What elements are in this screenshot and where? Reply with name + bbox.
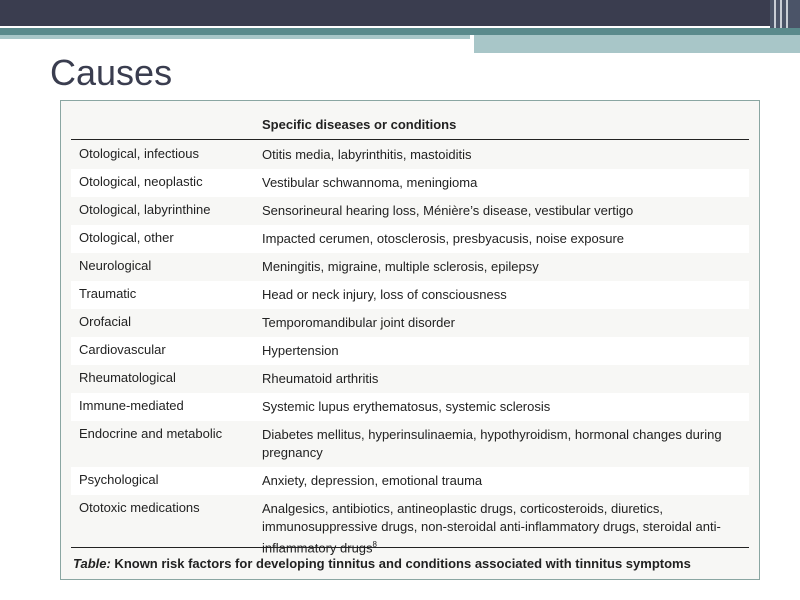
row-conditions: [262, 495, 742, 562]
row-conditions: [262, 337, 742, 365]
top-bar: [0, 0, 800, 26]
table-row: [71, 281, 749, 309]
row-conditions: [262, 393, 742, 421]
row-conditions-text: Systemic lupus erythematosus, systemic sclerosis: [262, 399, 551, 414]
row-conditions: [262, 365, 742, 393]
table-row: [71, 467, 749, 495]
row-category: Ototoxic medications: [79, 500, 200, 515]
caption-text: Known risk factors for developing tinnitus and conditions associated with tinnitus symptoms: [110, 556, 691, 571]
decor-band-teal: [0, 28, 800, 35]
table-header: Specific diseases or conditions: [262, 117, 457, 132]
row-category: Cardiovascular: [79, 342, 166, 357]
table-row: [71, 393, 749, 421]
table-row: [71, 309, 749, 337]
row-conditions-text: Meningitis, migraine, multiple sclerosis, epilepsy: [262, 259, 539, 274]
row-conditions-text: Diabetes mellitus, hyperinsulinaemia, hypothyroidism, hormonal changes during pregnancy: [262, 427, 722, 460]
table-row: [71, 169, 749, 197]
row-conditions-text: Hypertension: [262, 343, 339, 358]
table-row: [71, 421, 749, 467]
row-conditions: [262, 141, 742, 169]
row-conditions-text: Sensorineural hearing loss, Ménière’s disease, vestibular vertigo: [262, 203, 634, 218]
row-conditions-text: Analgesics, antibiotics, antineoplastic drugs, corticosteroids, diuretics, immunosuppressive drugs, non-steroidal anti-inflammatory drugs, steroidal anti-inflammatory drugs: [262, 501, 721, 556]
row-category: Rheumatological: [79, 370, 176, 385]
decor-band-light: [0, 35, 470, 39]
row-conditions: [262, 169, 742, 197]
row-category: Immune-mediated: [79, 398, 184, 413]
row-category: Otological, neoplastic: [79, 174, 203, 189]
caption-divider: [71, 547, 749, 548]
row-conditions-text: Anxiety, depression, emotional trauma: [262, 473, 483, 488]
row-conditions: [262, 281, 742, 309]
table-header-row: [71, 107, 749, 140]
table-row: [71, 253, 749, 281]
row-conditions: [262, 309, 742, 337]
row-conditions-text: Vestibular schwannoma, meningioma: [262, 175, 478, 190]
row-category: Endocrine and metabolic: [79, 426, 223, 441]
row-conditions-text: Otitis media, labyrinthitis, mastoiditis: [262, 147, 472, 162]
row-conditions: [262, 225, 742, 253]
row-conditions: [262, 253, 742, 281]
table-row: [71, 495, 749, 562]
row-conditions-text: Rheumatoid arthritis: [262, 371, 379, 386]
row-category: Otological, labyrinthine: [79, 202, 211, 217]
row-conditions-text: Head or neck injury, loss of consciousness: [262, 287, 507, 302]
table-row: [71, 365, 749, 393]
slide-title: Causes: [50, 52, 173, 93]
row-category: Traumatic: [79, 286, 137, 301]
footnote-ref: 8: [372, 540, 377, 549]
row-category: Otological, infectious: [79, 146, 199, 161]
row-conditions-text: Impacted cerumen, otosclerosis, presbyacusis, noise exposure: [262, 231, 625, 246]
table-row: [71, 197, 749, 225]
row-conditions: [262, 421, 742, 467]
decor-band-right: [472, 35, 800, 53]
caption-label: Table:: [73, 556, 111, 571]
table-body: [71, 141, 749, 562]
row-category: Psychological: [79, 472, 159, 487]
row-conditions: [262, 467, 742, 495]
table-caption: [73, 556, 691, 571]
table-row: [71, 225, 749, 253]
row-conditions-text: Temporomandibular joint disorder: [262, 315, 455, 330]
table-row: [71, 337, 749, 365]
row-conditions: [262, 197, 742, 225]
table-row: [71, 141, 749, 169]
row-category: Orofacial: [79, 314, 132, 329]
row-category: Otological, other: [79, 230, 174, 245]
row-category: Neurological: [79, 258, 152, 273]
table-figure: [60, 100, 760, 580]
